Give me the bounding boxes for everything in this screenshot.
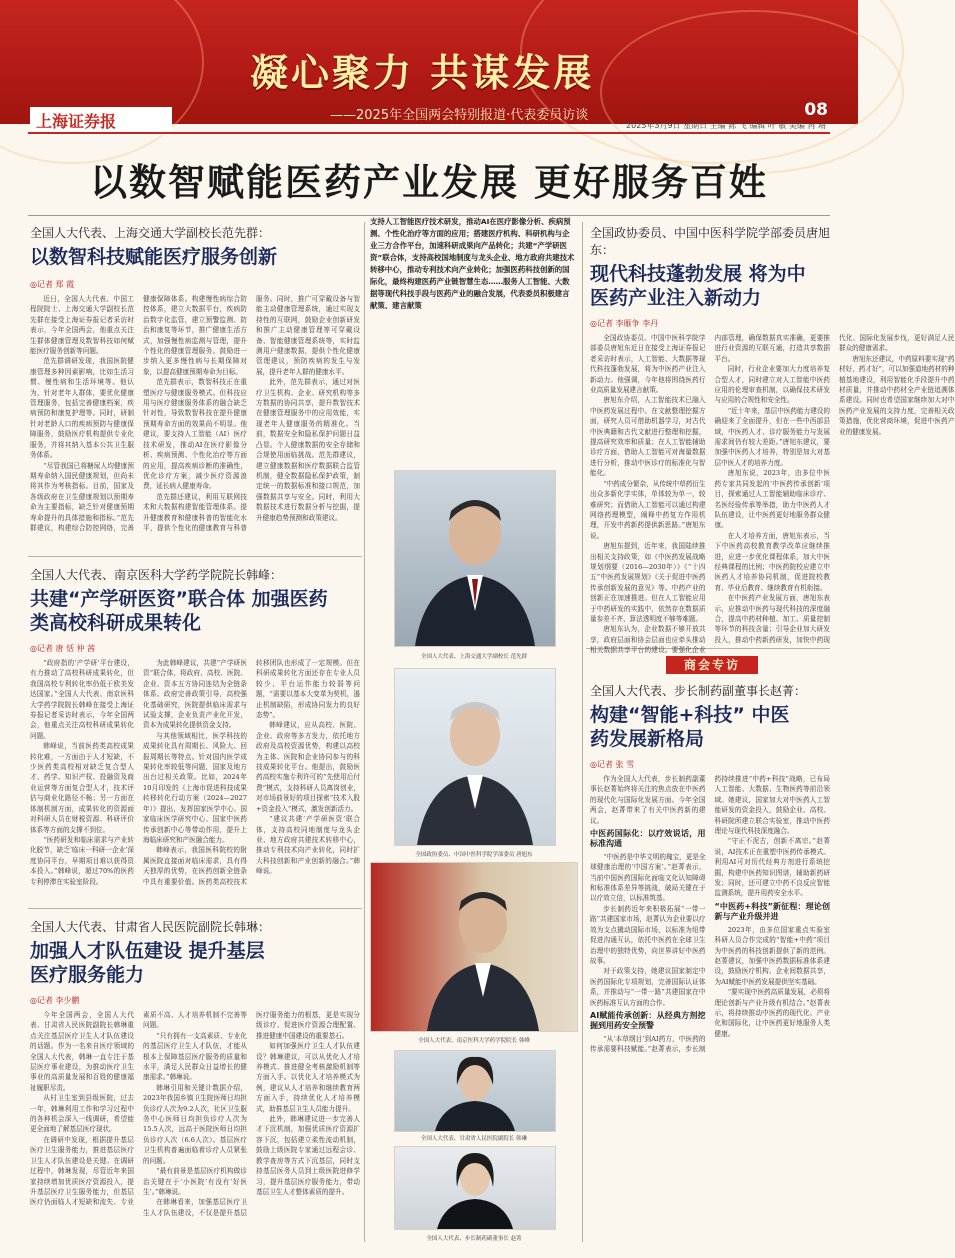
photo-caption: 全国人大代表、步长制药副董事长 赵菁 [426, 1236, 522, 1242]
article-kicker: 全国人大代表、甘肃省人民医院副院长韩琳： [30, 920, 271, 934]
article-byline: ◎记者 唐 恬 仲 茜 [30, 644, 96, 653]
paragraph: 从村卫生室到县级医院，过去一年，韩琳利用工作和学习过程中的各种机会深入一线调研，希望能更全面地了解基层医疗现状。 [30, 1094, 134, 1134]
masthead-banner [0, 0, 858, 124]
paragraph: “从‘本草纲目’到AI药方，中医药的传承需要科技赋能。”赵菁表示，步长制药持续推进“中药+科技”战略，已布局人工智能、大数据、生物医药等前沿领域。她建议，国家加大对中医药人工智能研发的资金投入，鼓励企业、高校、科研院所建立联合实验室，推动中医药理论与现代科技深度融合。 [590, 775, 830, 1054]
paragraph: 同时，行业企业要加大力度培养复合型人才，同时建立对人工智能中医药应用的伦理审查机制，以确保技术研发与应用的合规性和安全性。 [714, 365, 830, 405]
paragraph: “只有拥有一支高素质、专业化的基层医疗卫生人才队伍，才能从根本上保障基层医疗服务的质量和水平，满足人民群众日益增长的健康需求。”韩琳说。 [143, 1031, 247, 1082]
paragraph: 范先群还建议，利用互联网技术和大数据构建智能管理体系。提升健康教育和健康科普的智能化水平，提供个性化的健康教育与科普服务。同时，推广可穿戴设备与智能主动健康管理系统，通过实现支持性的互联网，鼓励企业创新研发和推广主动健康管理等可穿戴设备、智能健康管理系统等，实时监测用户健康数据，提供个性化健康管理建议，预防疾病的发生与发展，提升老年人群的健康水平。 [143, 295, 360, 532]
article-byline: ◎记者 李少鹏 [30, 996, 80, 1005]
paragraph: 唐旭东认为，企业数据不够开放共享，政府层面和协会层面也应牵头推动相关数据共享平台的建设。要强化企业内部管理，确保数据真实准确，更要推进行业资源的互联互通，打造共享数据平台。 [590, 334, 830, 655]
photo-caption: 全国人大代表、甘肃省人民医院副院长 韩琳 [420, 1136, 528, 1142]
paragraph: “要实现中医药高质量发展，必须将理论创新与产业升级有机结合。”赵菁表示，将持续推动中医药的现代化、产业化和国际化，让中医药更好地服务人类健康。 [714, 988, 830, 1038]
paragraph: 对于政策支持，她建议国家制定中医药国际化专项规划，完善国际认证体系，并推动与“一带一路”共建国家在中医药标准互认方面的合作。 [590, 967, 706, 1007]
article-zhao-jing [590, 682, 830, 1248]
page-number: 08 [804, 100, 828, 120]
article-title: 现代科技蓬勃发展 将为中医药产业注入新动力 [590, 263, 806, 309]
column-divider [364, 222, 365, 1242]
paragraph: “政府指的‘产学研’平台建设，有力推动了高校科研成果转化，但我国高校专利转化率仍低于欧美发达国家。”全国人大代表、南京医科大学药学院院长韩峰在接受上海证券报记者采访时表示，今年全国两会，他重点关注高校科研成果转化问题。 [30, 659, 134, 740]
paragraph: 2023年，由多位国家重点实验室科研人员合作完成的“智能+中药”项目为中医药的科技创新提供了新的范例。赵菁建议，加强中医药数据标准体系建设，鼓励医疗机构、企业间数据共享，为AI赋能中医药发展提供坚实基础。 [714, 925, 830, 986]
paragraph: 近日，全国人大代表、中国工程院院士、上海交通大学副校长范先群在接受上海证券报记者采访时表示，今年全国两会，他重点关注生群体健康管理及数智科技如何赋能医疗服务创新等问题。 [30, 295, 134, 356]
newspaper-logo: 上海证券报 [30, 107, 172, 135]
paragraph: “中药成分繁杂，从传统中草药衍生出众多新化学实体，单体较为单一，较难研究；而借助人工智能可以通过构建网络药理模型，阐释中药复方作用机理，开发中药新药提供新思路。”唐旭东说。 [590, 479, 706, 540]
sponsor-tag: 商会专访 [666, 656, 758, 674]
dateline: 2025年3月9日 星期日 主编 陈 飞 编辑 叶 敏 美编 冉 靖 [626, 121, 826, 130]
person-silhouette-icon [395, 1051, 555, 1131]
photo-caption: 全国人大代表、南京医科大学药学院院长 韩峰 [418, 1038, 530, 1044]
paragraph: 范先群调研发现，我国医院健康管理多种因素影响，比如生活习惯、慢性病和生活环境等。他认为，针对老年人群体，要优化健康管理服务，包括完善健康档案，疾病预防和康复护理等。同时，研制针对老龄人口的疾病预防与健康保障服务，鼓励医疗机构提供专业化服务，并将其纳入基本公共卫生服务体系。 [30, 357, 134, 460]
paragraph: 韩峰说，当前医药类高校成果转化难，一方面由于人才短缺，不少医药类高校相对缺乏复合型人才、药学、知识产权、投融资及商业运营等方面复合型人才，技术评估与商业化路径不畅；另一方面在体制机制方面，成果转化的资源面对科研人员在财税资源、科研评价体系等方面的支撑不到位。 [30, 742, 134, 834]
paragraph: 步长制药近年来积极拓展“一带一路”共建国家市场，赵菁认为企业要以疗效为支点撬动国际市场，以标准为纽带促进沟通互认，依托中医药在全球卫生治理中的独特优势，向世界讲好中医药故事。 [590, 904, 706, 965]
photo-caption: 全国人大代表、上海交通大学副校长 范先群 [420, 654, 528, 660]
paragraph: 今年全国两会，全国人大代表、甘肃省人民医院副院长韩琳重点关注基层医疗卫生人才队伍建设的话题。作为一名来自医疗领域的全国人大代表，韩琳一直专注于基层医疗事业建设，为推动医疗卫生事业的高质量发展和百姓的健康福祉履职尽责。 [30, 1011, 134, 1092]
paragraph: 唐旭东提到，近年来，我国陆续推出相关支持政策，如《中医药发展战略规划纲要（2016—2030年）》《“十四五”中医药发展规划》《关于促进中医药传承创新发展的意见》等。中药产业的创新正在加速推进。但在人工智能应用于中药研发的实践中，依然存在数据质量参差不齐、算法透明度不够等难题。 [590, 542, 706, 623]
paragraph: 唐旭东还建议，中药原料要实现“药材好，药才好”，可以加强道地药材的种植基地建设，利用智能化手段提升中药材质量，并推动中药材全产业链追溯体系建设。同时也希望国家继续加大对中医药产业发展的支持力度，完善相关政策措施，优化营商环境，促进中医药产业的健康发展。 [839, 354, 955, 436]
article-title: 构建“智能+科技” 中医药发展新格局 [590, 704, 790, 750]
article-tang-xudong [590, 224, 955, 661]
paragraph: 范先群表示，数智科技正在重塑医疗与健康服务模式。但科技应用与医疗健康服务体系的融合缺乏针对性，导致数智科技在提升健康预期寿命方面的效果尚不明显。他建议，要支持人工智能（AI）医疗技术研发，推动AI在医疗影像分析、疾病预测、个性化治疗等方面的应用，提高疾病诊断的准确性，优化诊疗方案，减少医疗资源浪费，延长病人健康寿命。 [143, 378, 247, 491]
article-kicker: 全国政协委员、中国中医科学院学部委员唐旭东： [590, 226, 831, 257]
section-subhead: “中医药+科技”新征程：理论创新与产业升级并进 [714, 901, 830, 922]
paragraph: 此外，韩琳建议进一步完善人才下沉机制，加强优质医疗资源扩容下沉，包括建立柔性流动机制，鼓励上级医院专家通过远程会诊、教学查房等方式下沉基层，同时支持基层医务人员到上级医院进修学习，提升基层医疗服务能力，带动基层卫生人才整体素质的提升。 [256, 1115, 360, 1196]
banner-title: 凝心聚力 共谋发展 [250, 51, 595, 95]
paragraph: “近十年来，基层中医药能力建设的确迎来了全面提升，但在一些中西部县域，中医药人才、诊疗服务能力与发展需求间仍有较大差距。”唐旭东建议，要加强中医药人才培养，特别是加大对基层中医人才的培养力度。 [714, 406, 830, 467]
paragraph: “中医药是中华文明的瑰宝，更是全球健康治理的‘中国方案’。”赵菁表示，当前中国医药国际化面临文化认知障碍和标准体系差异等挑战，破局关键在于以疗效立信，以标准筑基。 [590, 852, 706, 903]
pull-quote-text: 支持人工智能医疗技术研发，推动AI在医疗影像分析、疾病预测、个性化治疗等方面的应用；搭建医疗机构、科研机构与企业三方合作平台，加速科研成果向产品转化；共建“产学研医资”联合体，支持高校国地制度与龙头企业、地方政府共建技术转移中心，推动专利技术向产业转化；加强医药科技创新的国际化，最终构建医药产业链智慧生态……服务人工智能、大数据等现代科技手段与医药产业的融合发展，代表委员积极建言献策、建言献策 [370, 217, 575, 310]
article-body [30, 658, 360, 928]
article-kicker: 全国人大代表、上海交通大学副校长范先群： [30, 226, 271, 240]
paragraph: 全国政协委员、中国中医科学院学部委员唐旭东近日在接受上海证券报记者采访时表示，人工智能、大数据等现代科技蓬勃发展，将为中医药产业注入新动力。他强调，今年他将围绕医药行业高质量发展建言献策。 [590, 334, 706, 395]
article-byline: ◎记者 张 雪 [590, 760, 635, 769]
top-rule [28, 132, 830, 134]
paragraph: “建议共建‘产学研医资’联合体，支持高校同地制度与龙头企业、地方政府共建技术转移中心，推动专利技术向产业转化，同时扩大科技创新和产业创新的融合。”韩峰说。 [256, 815, 360, 876]
column-divider [582, 222, 583, 1242]
paragraph: 韩峰建议，应从高校、医院、企业、政府等多方发力，依托地方政府及高校资源优势，构建以高校为主体、医院和企业协同参与的科技成果转化平台。他提出，鼓励医药高校实施专利许可的“先使用后付费”模式，支持科研人员离岗创业，对市场前景好的项目探索“技术入股+资金投入”模式，激发创新活力。 [256, 721, 360, 813]
article-body [30, 1010, 360, 1258]
article-body [30, 294, 360, 556]
person-silhouette-icon [395, 471, 555, 646]
paragraph: 在调研中发现，根据提升基层医疗卫生服务能力，推进基层医疗卫生人才队伍建设是关键。在调研过程中，韩琳发现，尽管近年来国家持续增加优质医疗资源投入，提升基层医疗卫生服务能力，但基层医疗仍面临人才短缺和流失、专业素质不高、人才培养机制不完善等问题。 [30, 1011, 247, 1207]
paragraph: 唐旭东说，2023年，由多位中医药专家共同发起的‘中医药传承创新’项目，探索通过人工智能辅助临床诊疗、名医经验传承等举措，助力中医药人才队伍建设，让中医药更好地服务群众健康。 [714, 469, 830, 530]
article-byline: ◎记者 李雁争 李丹 [590, 319, 659, 328]
article-kicker: 全国人大代表、南京医科大学药学院院长韩峰： [30, 568, 283, 582]
person-silhouette-icon [395, 669, 555, 845]
paragraph: 此外，范先群表示，通过对医疗卫生机构、企业、研究机构等多方数据的协同共享，提升数智技术在健康管理服务中的应用效能，实现老年人健康服务的精准化。当前，数据安全和隐私保护问题日益凸显。个人健康数据的安全存储和合规使用面临挑战。范先群建议，建立健康数据和医疗数据联合监管机制，健全数据隐私保护政策，制定统一的数据标准和接口规范，加强数据共享与安全。同时，利用大数据技术进行数据分析与挖掘，提升健康趋势预测和政策建议。 [256, 378, 360, 522]
paragraph: 唐旭东介绍，人工智能技术已融入中医药发展过程中。在文献整理挖掘方面，研究人员可借助机器学习，对古代中医典籍和古代文献进行整理和挖掘，提高研究效率和质量；在人工智能辅助诊疗方面，借助人工智能可对海量数据进行分析，推动中医诊疗的标准化与智能化。 [590, 396, 706, 478]
article-byline: ◎记者 郑 霞 [30, 280, 75, 289]
article-title: 共建“产学研医资”联合体 加强医药类高校科研成果转化 [30, 588, 328, 634]
article-fan-xianqun [30, 224, 360, 556]
article-title: 加强人才队伍建设 提升基层医疗服务能力 [30, 940, 265, 986]
portrait-fan-xianqun [394, 470, 556, 647]
paragraph: 韩琳引用和关键计数据介绍，2023年我国乡镇卫生院医师日均担负诊疗人次为9.2人次，社区卫生服务中心医师日均担负诊疗人次为15.5人次，远高于医院医师日均担负诊疗人次（6.6人次）。基层医疗卫生机构普遍面临着诊疗人员紧张的问题。 [143, 1083, 247, 1165]
article-han-lin [30, 918, 360, 1258]
photo-caption: 全国政协委员、中国中医科学院学部委员 唐旭东 [415, 852, 533, 858]
paragraph: 韩峰表示，我国医科院校的附属医院直接面对临床需求，具有得天独厚的优势，在医药创新全链条中具有重要价值。医药类高校技术转移团队也形成了一定规模。但在科研成果转化方面还存在专业人员较少、平台运作能力较弱等问题，“需要以基本大变革为契机，遏止机制缺陷，形成协同发力的良好态势”。 [143, 659, 360, 886]
paragraph: “尽管我国已将糖尿人均健康预期寿命纳入国民健康规划，但尚未将其作为考核指标。目前，国家及各级政府在卫生健康规划以预期寿命为主要指标，缺乏针对健康预期寿命提升的具体措施和指标。”范先群建议，构建综合防控网络，完善健康保障体系。构建慢性病综合防控体系，建立大数据平台，疾病防治数字化监管，建立预警监测、防治和康复等环节，推广健康生活方式，加强慢性病监测与管理，提升个性化的健康管理服务。鼓励进一步纳入更多慢性病与长期保障对象，以提高健康预期寿命为目标。 [30, 295, 247, 532]
paragraph: “守正不泥古，创新不离宗。”赵菁说，AI技术正在重塑中医药传承模式。利用AI可对历代经典方剂进行系统挖掘，构建中医药知识图谱，辅助新药研发；同时，还可建立中药不良反应智能监测系统，提升用药安全水平。 [714, 837, 830, 898]
paragraph: “最有前景是基层医疗机构做诊治关键在于‘小医院’有没有‘好医生’。”韩琳说。 [143, 1167, 247, 1196]
portrait-han-feng [370, 862, 578, 1032]
portrait-han-lin [394, 1050, 556, 1132]
section-subhead: 中医药国际化：以疗效说话，用标准沟通 [590, 829, 706, 849]
paragraph: 为此韩峰建议，共建“产学研医资”联合体，将政府、高校、医院、企业、资本五方协同连结为全链条体系。政府完善政策引导，高校强化基础研究，医院提供临床需求与试验支撑，企业负责产业化开发，资本为成果转化提供资金支持。 [143, 659, 247, 730]
banner-subtitle: ——2025年全国两会特别报道·代表委员访谈 [330, 108, 589, 123]
page-headline: 以数智赋能医药产业发展 更好服务百姓 [90, 161, 768, 204]
article-title: 以数智科技赋能医疗服务创新 [30, 246, 278, 268]
paragraph: 在人才培养方面，唐旭东表示，当下中医药高校教育教学改革应继续推进，应进一步优化课程体系，加大中医经典课程的比例；中医药院校应建立中医药人才培养协同机制，促进院校教育、毕业后教育、继续教育有机衔接。 [714, 531, 830, 592]
portrait-tang-xudong [394, 668, 556, 846]
paragraph: “医药研发和临床需求与产业转化脱节，缺乏‘临床一科研一企业’深度协同平台，早期项目难以获得资本投入。”韩峰说，超过70%的医药专利停滞在实验室阶段。 [30, 835, 134, 886]
portrait-zhao-jing [394, 1146, 556, 1230]
paragraph: 在中医药产业发展方面，唐旭东表示，应推动中医药与现代科技的深度融合，提高中药材种植、加工、质量控制等环节的科技含量；引导企业加大研发投入，推动中药新药研发，加快中药现代化、国际化发展步伐，更好满足人民群众的健康需求。 [714, 334, 955, 644]
article-han-feng [30, 566, 360, 928]
article-body [590, 333, 955, 661]
paragraph: 如何加强医疗卫生人才队伍建设？韩琳建议，可以从优化人才培养模式、推进健全考核激励机制等方面入手。以优化人才培养模式为例，建议从人才培养和继续教育两方面入手，持续优化人才培养模式，助推基层卫生人员能力提升。 [256, 1042, 360, 1113]
article-kicker: 全国人大代表、步长制药副董事长赵菁： [590, 684, 807, 698]
pull-quote [370, 216, 576, 466]
article-body [590, 774, 830, 1248]
article-divider [28, 556, 362, 557]
paragraph: 在韩琳看来，加强基层医疗卫生人才队伍建设，不仅是提升基层医疗服务能力的根基，更是实现分级诊疗、促进医疗资源合理配置、推进健康中国建设的重要基石。 [143, 1011, 360, 1217]
person-silhouette-icon [371, 863, 577, 1031]
paragraph: 作为全国人大代表，步长制药副董事长赵菁始终将关注的焦点放在中医药的现代化与国际化发展方面。今年全国两会，赵菁带来了有关中医药新的建议。 [590, 775, 706, 825]
paragraph: 与其他领域相比，医学科技的成果转化具有周期长、风险大、回报周期长等特点。针对国内医学成果转化率较低等问题，国家及地方出台过相关政策。比如，2024年10月印发的《上海市促进科技成果转移转化行动方案（2024—2027年）》提出，发挥国家医学中心、国家临床医学研究中心、国家中医药传承创新中心等带动作用，提升上海临床研究和产医融合能力。 [143, 731, 247, 844]
person-silhouette-icon [395, 1147, 555, 1229]
section-subhead: AI赋能传承创新：从经典方剂挖掘到用药安全预警 [590, 1010, 706, 1031]
